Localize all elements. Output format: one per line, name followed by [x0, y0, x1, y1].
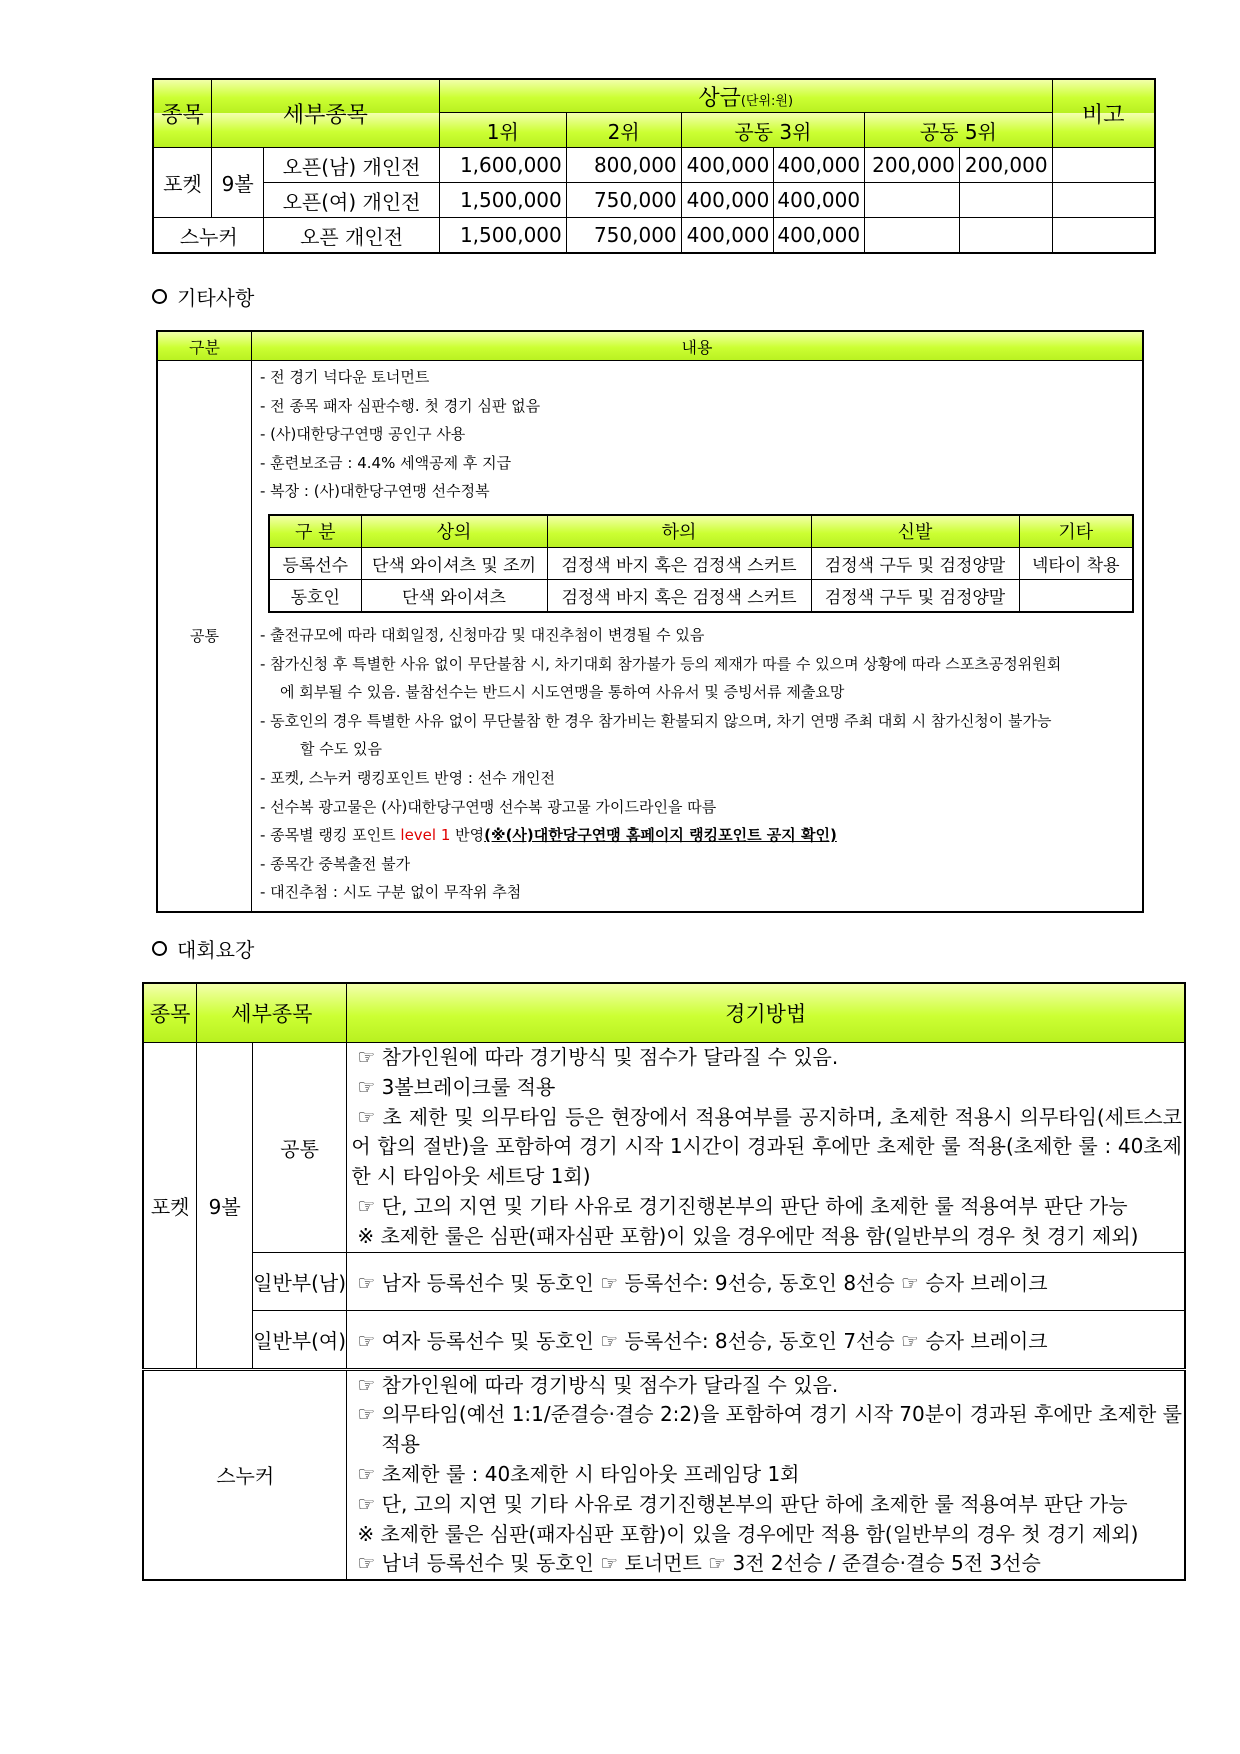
- prize-value: [959, 218, 1052, 254]
- rule-line: ☞ 남자 등록선수 및 동호인 ☞ 등록선수: 9선승, 동호인 8선승 ☞ 승자 브레이크: [347, 1252, 1185, 1310]
- uniform-cell: 넥타이 착용: [1019, 547, 1133, 579]
- uniform-cell: 검정색 바지 혹은 검정색 스커트: [547, 579, 811, 612]
- sub-event: 오픈(여) 개인전: [264, 183, 439, 218]
- uniform-cell: 등록선수: [269, 547, 361, 579]
- level-highlight: level 1: [400, 826, 451, 845]
- rule-line: ☞ 단, 고의 지연 및 기타 사유로 경기진행본부의 판단 하에 초제한 룰 적용여부 판단 가능: [357, 1491, 1128, 1516]
- uniform-header: 상의: [361, 515, 547, 548]
- prize-value: [959, 183, 1052, 218]
- header-event: 종목: [143, 983, 197, 1043]
- level-prefix: - 종목별 랭킹 포인트: [260, 826, 401, 845]
- table-row: [269, 579, 1133, 612]
- misc-table: [156, 330, 1144, 913]
- sub-event-men: 일반부(남): [252, 1252, 346, 1310]
- remark-cell: [1052, 218, 1155, 254]
- uniform-header: 하의: [547, 515, 811, 548]
- sub-event: 오픈(남) 개인전: [264, 148, 439, 183]
- level-mid: 반영: [450, 826, 485, 845]
- header-prize-unit: (단위:원): [740, 93, 794, 109]
- prize-value: 750,000: [566, 183, 681, 218]
- list-item: - 동호인의 경우 특별한 사유 없이 무단불참 한 경우 참가비는 환불되지 않으며, 차기 연맹 주최 대회 시 참가신청이 불가능: [260, 711, 1052, 730]
- rule-line: ※ 초제한 룰은 심판(패자심판 포함)이 있을 경우에만 적용 함(일반부의 경우 첫 경기 제외): [357, 1223, 1139, 1248]
- prize-value: 400,000: [774, 183, 865, 218]
- rule-line: ☞ 3볼브레이크룰 적용: [357, 1074, 556, 1099]
- snooker-rules: [347, 1369, 1185, 1580]
- prize-value: [865, 218, 960, 254]
- list-item-cont: 에 회부될 수 있음. 불참선수는 반드시 시도연맹을 통하여 사유서 및 증빙서류 제출요망: [280, 683, 845, 702]
- rule-line: ☞ 여자 등록선수 및 동호인 ☞ 등록선수: 8선승, 동호인 7선승 ☞ 승자 브레이크: [347, 1310, 1185, 1369]
- section-title-misc: [152, 282, 254, 311]
- rules-table: [142, 982, 1186, 1581]
- prize-value: [865, 183, 960, 218]
- event-snooker: 스누커: [153, 218, 264, 254]
- uniform-cell: [1019, 579, 1133, 612]
- uniform-cell: 검정색 바지 혹은 검정색 스커트: [547, 547, 811, 579]
- header-gubun: 구분: [157, 331, 252, 361]
- common-rules: [347, 1043, 1185, 1253]
- header-prize-label: 상금: [698, 85, 741, 111]
- uniform-header: 구 분: [269, 515, 361, 548]
- rule-line: ☞ 참가인원에 따라 경기방식 및 점수가 달라질 수 있음.: [357, 1372, 839, 1397]
- list-item: - 전 경기 넉다운 토너먼트: [260, 368, 430, 386]
- header-remark: 비고: [1052, 79, 1155, 148]
- rule-line: ☞ 초제한 룰 : 40초제한 시 타임아웃 프레임당 1회: [357, 1461, 800, 1486]
- ranking-notice-link[interactable]: (※(사)대한당구연맹 홈페이지 랭킹포인트 공지 확인): [484, 826, 837, 845]
- list-item: - 복장 : (사)대한당구연맹 선수정복: [260, 482, 490, 501]
- list-item: - (사)대한당구연맹 공인구 사용: [260, 425, 466, 444]
- header-content: 내용: [252, 331, 1144, 361]
- sub-event-common: 공통: [252, 1043, 346, 1253]
- rule-line: 적용: [381, 1432, 420, 1457]
- uniform-cell: 검정색 구두 및 검정양말: [811, 579, 1019, 612]
- list-item: - 참가신청 후 특별한 사유 없이 무단불참 시, 차기대회 참가불가 등의 제재가 따를 수 있으며 상황에 따라 스포츠공정위원회: [260, 654, 1062, 673]
- list-item-cont: 할 수도 있음: [300, 740, 382, 759]
- rule-line: ※ 초제한 룰은 심판(패자심판 포함)이 있을 경우에만 적용 함(일반부의 경우 첫 경기 제외): [357, 1521, 1139, 1546]
- rule-line: ☞ 의무타임(예선 1:1/준결승·결승 2:2)을 포함하여 경기 시작 70분이 경과된 후에만 초제한 룰: [357, 1402, 1182, 1427]
- circle-bullet-icon: [152, 289, 167, 304]
- uniform-cell: 단색 와이셔츠 및 조끼: [361, 547, 547, 579]
- remark-cell: [1052, 183, 1155, 218]
- header-rank-3: 공동 3위: [681, 113, 864, 148]
- rule-line: ☞ 초 제한 및 의무타임 등은 현장에서 적용여부를 공지하며, 초제한 적용시 의무타임(세트스코어 합의 절반)을 포함하여 경기 시작 1시간이 경과된 후에만 초제한 룰 적용(초제한 룰 : 40초제한 시 타임아웃 세트당 1회): [351, 1104, 1182, 1189]
- prize-value: 400,000: [774, 218, 865, 254]
- sub-event-women: 일반부(여): [252, 1310, 346, 1369]
- list-item: - 훈련보조금 : 4.4% 세액공제 후 지급: [260, 453, 512, 472]
- list-item-level: [260, 821, 1134, 850]
- prize-value: 750,000: [566, 218, 681, 254]
- prize-value: 1,500,000: [439, 218, 566, 254]
- prize-value: 200,000: [959, 148, 1052, 183]
- uniform-cell: 동호인: [269, 579, 361, 612]
- uniform-header: 신발: [811, 515, 1019, 548]
- category-common: 공통: [157, 361, 252, 912]
- sub-event: 오픈 개인전: [264, 218, 439, 254]
- prize-table: [152, 78, 1156, 254]
- event-snooker: 스누커: [143, 1369, 347, 1580]
- table-row: [153, 183, 1155, 218]
- list-item: - 포켓, 스누커 랭킹포인트 반영 : 선수 개인전: [260, 768, 555, 787]
- table-row: [269, 547, 1133, 579]
- list-item: - 전 종목 패자 심판수행. 첫 경기 심판 없음: [260, 396, 541, 415]
- misc-content: [252, 361, 1144, 912]
- event-nine-ball: 9볼: [211, 148, 263, 218]
- header-prize: [439, 79, 1052, 113]
- header-rank-1: 1위: [439, 113, 566, 148]
- header-method: 경기방법: [347, 983, 1185, 1043]
- rule-line: ☞ 단, 고의 지연 및 기타 사유로 경기진행본부의 판단 하에 초제한 룰 적용여부 판단 가능: [357, 1193, 1128, 1218]
- event-pocket: 포켓: [143, 1043, 197, 1370]
- header-rank-2: 2위: [566, 113, 681, 148]
- header-sub-event: 세부종목: [197, 983, 347, 1043]
- uniform-table: [268, 514, 1134, 613]
- uniform-cell: 검정색 구두 및 검정양말: [811, 547, 1019, 579]
- section-title-rules: [152, 934, 254, 963]
- table-row: [153, 218, 1155, 254]
- event-nine-ball: 9볼: [197, 1043, 252, 1370]
- prize-value: 400,000: [681, 148, 774, 183]
- list-item: - 선수복 광고물은 (사)대한당구연맹 선수복 광고물 가이드라인을 따름: [260, 797, 717, 816]
- prize-value: 1,600,000: [439, 148, 566, 183]
- rule-line: ☞ 남녀 등록선수 및 동호인 ☞ 토너먼트 ☞ 3전 2선승 / 준결승·결승 5전 3선승: [357, 1551, 1041, 1576]
- section-title-misc-label: 기타사항: [177, 286, 255, 310]
- section-title-rules-label: 대회요강: [177, 938, 255, 962]
- circle-bullet-icon: [152, 941, 167, 956]
- prize-value: 800,000: [566, 148, 681, 183]
- list-item: - 대진추첨 : 시도 구분 없이 무작위 추첨: [260, 883, 522, 902]
- prize-value: 200,000: [865, 148, 960, 183]
- table-row: [153, 148, 1155, 183]
- prize-value: 1,500,000: [439, 183, 566, 218]
- list-item: - 종목간 중복출전 불가: [260, 854, 411, 873]
- uniform-header: 기타: [1019, 515, 1133, 548]
- event-pocket: 포켓: [153, 148, 211, 218]
- prize-value: 400,000: [681, 218, 774, 254]
- rule-line: ☞ 참가인원에 따라 경기방식 및 점수가 달라질 수 있음.: [357, 1045, 839, 1069]
- header-sub-event: 세부종목: [211, 79, 439, 148]
- uniform-cell: 단색 와이셔츠: [361, 579, 547, 612]
- remark-cell: [1052, 148, 1155, 183]
- header-event: 종목: [153, 79, 211, 148]
- prize-value: 400,000: [681, 183, 774, 218]
- prize-value: 400,000: [774, 148, 865, 183]
- list-item: - 출전규모에 따라 대회일정, 신청마감 및 대진추첨이 변경될 수 있음: [260, 625, 705, 644]
- header-rank-5: 공동 5위: [865, 113, 1052, 148]
